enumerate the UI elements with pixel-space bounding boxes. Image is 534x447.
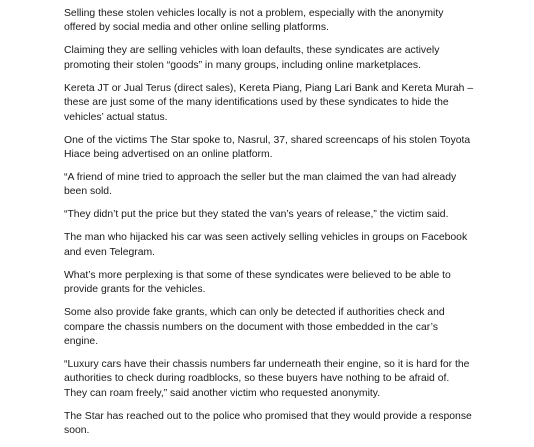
article-paragraph: The Star has reached out to the police who promised that they would provide a response soon. [64,410,472,437]
article-paragraph: What’s more perplexing is that some of these syndicates were believed to be able to provide grants for the vehicles. [64,269,451,296]
article-paragraph: Kereta JT or Jual Terus (direct sales), Kereta Piang, Piang Lari Bank and Kereta Murah – these are just some of the many identifications used by these syndicates to hide the vehicles’ actual status. [64,82,474,123]
article-body [64,7,474,447]
article-paragraph: “They didn’t put the price but they stated the van’s years of release,” the victim said. [64,209,449,221]
article-paragraph: Selling these stolen vehicles locally is not a problem, especially with the anonymity offered by social media and other online selling platforms. [64,8,444,34]
article-paragraph: “A friend of mine tried to approach the seller but the man claimed the van had already been sold. [64,172,457,198]
article-paragraph: Claiming they are selling vehicles with loan defaults, these syndicates are actively promoting their stolen “goods” in many groups, including online marketplaces. [64,45,440,71]
article-paragraph: “Luxury cars have their chassis numbers far underneath their engine, so it is hard for the authorities to check during roadblocks, so these buyers have nothing to be afraid of. They can roam freely,” said another victim who requested anonymity. [64,359,470,399]
article-paragraph: The man who hijacked his car was seen actively selling vehicles in groups on Facebook and even Telegram. [64,232,468,258]
article-paragraph: Some also provide fake grants, which can only be detected if authorities check and compare the chassis numbers on the document with those embedded in the car’s engine. [64,307,445,348]
article-paragraph: One of the victims The Star spoke to, Nasrul, 37, shared screencaps of his stolen Toyota Hiace being advertised on an online platform. [64,134,471,161]
